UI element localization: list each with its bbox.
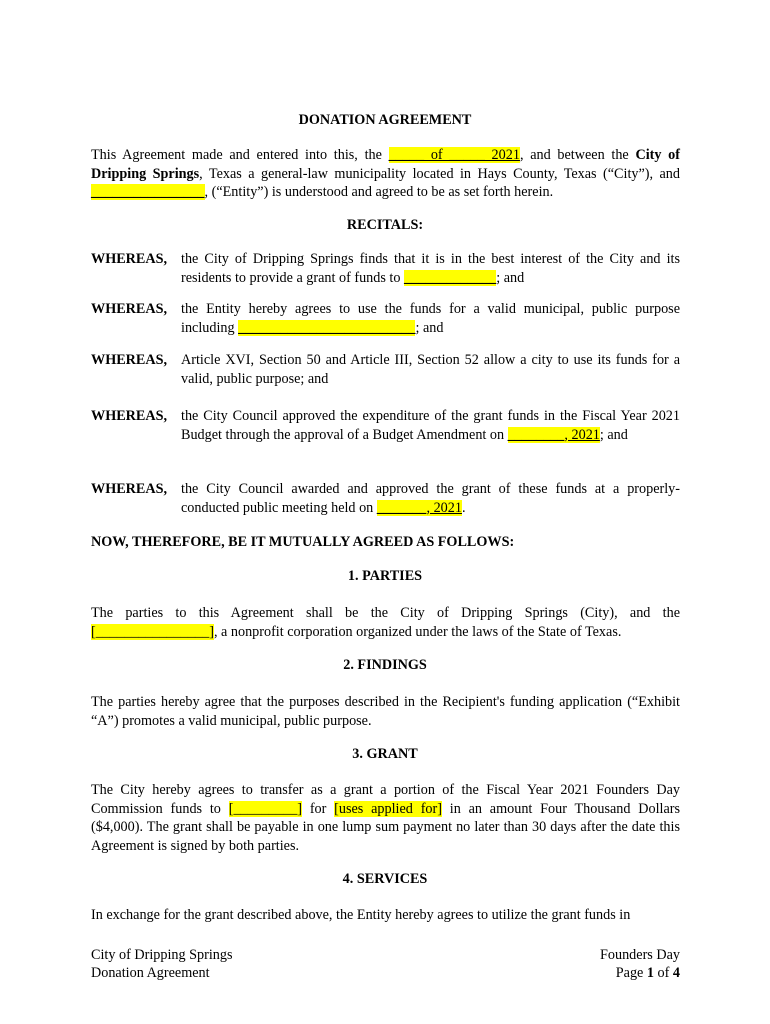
findings-paragraph: The parties hereby agree that the purposes described in the Recipient's funding application (“Exhibit “A”) promotes a valid municipal, public purpose. bbox=[91, 694, 680, 729]
section-4-heading: 4. SERVICES bbox=[342, 871, 428, 887]
intro-text-1: This Agreement made and entered into this, the bbox=[91, 147, 389, 163]
intro-text-4: , (“Entity”) is understood and agreed to be as set forth herein. bbox=[204, 184, 554, 200]
parties-tail: , a nonprofit corporation organized under the laws of the State of Texas. bbox=[213, 623, 622, 640]
section-1-heading: 1. PARTIES bbox=[347, 568, 423, 584]
city-name-part-1: City of bbox=[635, 147, 680, 163]
whereas-text bbox=[181, 250, 680, 287]
whereas-label: WHEREAS, bbox=[91, 408, 168, 424]
footer-left bbox=[91, 946, 233, 982]
whereas-2-tail: ; and bbox=[415, 319, 444, 336]
whereas-label: WHEREAS, bbox=[91, 301, 168, 317]
whereas-4-tail: ; and bbox=[599, 426, 628, 443]
grant-tail: in an amount Four Thousand Dollars ($4,000). The grant shall be payable in one lump sum payment no later than 30 days after the date this Agreement is signed by both parties. bbox=[91, 800, 681, 854]
total-pages: 4 bbox=[672, 965, 680, 981]
whereas-5-tail: . bbox=[461, 499, 466, 516]
whereas-1-tail: ; and bbox=[496, 269, 525, 286]
footer-event-name: Founders Day bbox=[600, 947, 680, 963]
whereas-5-text: the City Council awarded and approved the grant of these funds at a properly-conducted public meeting held on bbox=[181, 481, 680, 516]
footer-right bbox=[600, 946, 680, 982]
page-number bbox=[600, 964, 680, 982]
of-word: of bbox=[653, 965, 673, 981]
footer-city-name: City of Dripping Springs bbox=[91, 947, 233, 963]
grant-text-for: for bbox=[302, 800, 335, 817]
services-paragraph: In exchange for the grant described above, the Entity hereby agrees to utilize the grant funds in bbox=[91, 907, 631, 923]
whereas-label: WHEREAS, bbox=[91, 352, 168, 368]
whereas-text bbox=[181, 407, 680, 444]
intro-text-3: , Texas a general-law municipality located in Hays County, Texas (“City”), and bbox=[199, 165, 680, 182]
city-name-part-2: Dripping Springs bbox=[91, 165, 200, 182]
whereas-text: Article XVI, Section 50 and Article III, Section 52 allow a city to use its funds for a valid, public purpose; and bbox=[181, 352, 680, 387]
section-2-heading: 2. FINDINGS bbox=[343, 657, 427, 673]
whereas-label: WHEREAS, bbox=[91, 251, 168, 267]
whereas-2-text: the Entity hereby agrees to use the funds for a valid municipal, public purpose including bbox=[181, 301, 680, 336]
footer-doc-name: Donation Agreement bbox=[91, 965, 210, 981]
whereas-label: WHEREAS, bbox=[91, 481, 168, 497]
grant-paragraph bbox=[91, 781, 680, 855]
whereas-4-text: the City Council approved the expenditure of the grant funds in the Fiscal Year 2021 Budget through the approval of a Budget Amendment on bbox=[181, 408, 680, 443]
blank-date-field[interactable]: _____ of _____ 2021 bbox=[388, 147, 520, 163]
page-word: Page bbox=[615, 965, 647, 981]
now-therefore-heading: NOW, THEREFORE, BE IT MUTUALLY AGREED AS FOLLOWS: bbox=[91, 534, 515, 550]
whereas-clause-3 bbox=[91, 351, 680, 388]
blank-recipient-bracket-field[interactable]: [_________] bbox=[228, 800, 303, 817]
whereas-text bbox=[181, 480, 680, 517]
parties-paragraph bbox=[91, 604, 680, 641]
blank-uses-field[interactable]: [uses applied for] bbox=[334, 800, 442, 817]
grant-text: The City hereby agrees to transfer as a grant a portion of the Fiscal Year 2021 Founders Day Commission funds to bbox=[91, 782, 680, 817]
whereas-clause-5 bbox=[91, 480, 680, 517]
intro-text-2: , and between the bbox=[519, 147, 636, 163]
blank-entity-field[interactable]: ________________ bbox=[91, 184, 205, 200]
blank-nonprofit-field[interactable]: [________________] bbox=[91, 623, 214, 640]
whereas-1-text: the City of Dripping Springs finds that it is in the best interest of the City and its residents to provide a grant of funds to bbox=[181, 251, 680, 286]
blank-purpose-field[interactable]: _________________________ bbox=[238, 319, 416, 336]
blank-recipient-field[interactable]: _____________ bbox=[404, 269, 497, 286]
intro-paragraph bbox=[91, 146, 680, 202]
recitals-heading: RECITALS: bbox=[346, 217, 424, 233]
whereas-clause-1 bbox=[91, 250, 680, 287]
section-3-heading: 3. GRANT bbox=[352, 746, 418, 762]
blank-meeting-date-field[interactable]: _______, 2021 bbox=[376, 499, 462, 516]
whereas-clause-4 bbox=[91, 407, 680, 444]
document-title: DONATION AGREEMENT bbox=[298, 112, 472, 128]
parties-text: The parties to this Agreement shall be the City of Dripping Springs (City), and the bbox=[91, 605, 680, 621]
blank-amendment-date-field[interactable]: ________, 2021 bbox=[507, 426, 600, 443]
whereas-clause-2 bbox=[91, 300, 680, 337]
current-page: 1 bbox=[646, 965, 654, 981]
whereas-text bbox=[181, 300, 680, 337]
